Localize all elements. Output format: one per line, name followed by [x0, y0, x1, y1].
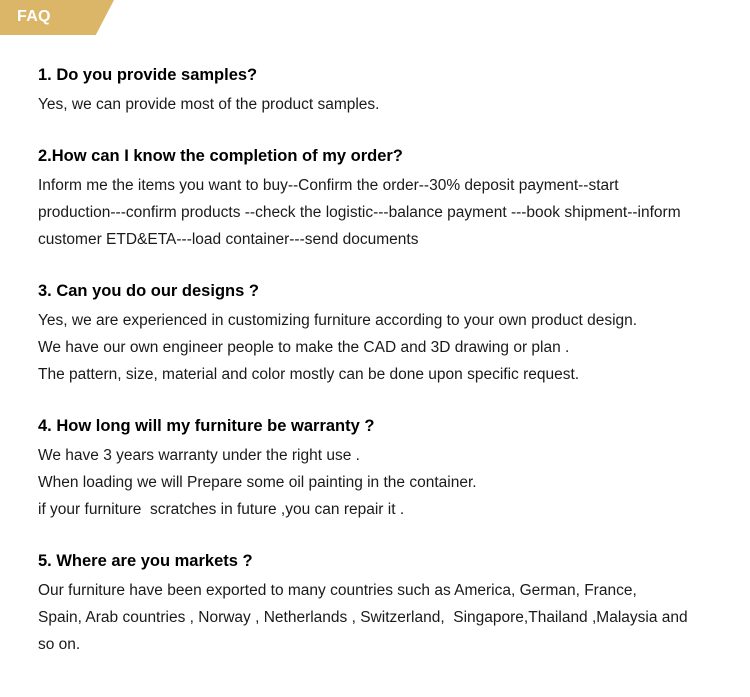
faq-answer-line: production---confirm products --check the logistic---balance payment ---book shipment--inform	[38, 204, 681, 221]
faq-item-warranty	[38, 415, 728, 523]
faq-question: 4. How long will my furniture be warranty ?	[38, 417, 375, 435]
faq-question: 2.How can I know the completion of my order?	[38, 147, 403, 165]
faq-item-samples	[38, 64, 728, 118]
faq-question: 3. Can you do our designs ?	[38, 282, 259, 300]
faq-answer-line: We have 3 years warranty under the right use .	[38, 447, 360, 464]
faq-item-order-completion	[38, 145, 728, 253]
faq-answer-line: so on.	[38, 636, 81, 653]
faq-answer-line: When loading we will Prepare some oil painting in the container.	[38, 474, 477, 491]
faq-question: 5. Where are you markets ?	[38, 552, 253, 570]
faq-answer-line: We have our own engineer people to make the CAD and 3D drawing or plan .	[38, 339, 570, 356]
faq-list	[38, 64, 728, 685]
faq-answer-line: if your furniture scratches in future ,you can repair it .	[38, 501, 405, 518]
faq-answer-line: Inform me the items you want to buy--Confirm the order--30% deposit payment--start	[38, 177, 619, 194]
faq-answer-line: Yes, we are experienced in customizing furniture according to your own product design.	[38, 312, 638, 329]
faq-answer-line: Spain, Arab countries , Norway , Netherlands , Switzerland, Singapore,Thailand ,Malaysia and	[38, 609, 688, 626]
faq-answer-line: customer ETD&ETA---load container---send documents	[38, 231, 419, 248]
faq-question: 1. Do you provide samples?	[38, 66, 258, 84]
faq-answer-line: The pattern, size, material and color mostly can be done upon specific request.	[38, 366, 580, 383]
faq-answer-line: Our furniture have been exported to many countries such as America, German, France,	[38, 582, 637, 599]
faq-answer-line: Yes, we can provide most of the product samples.	[38, 96, 380, 113]
faq-item-designs	[38, 280, 728, 388]
faq-header-label: FAQ	[17, 8, 51, 25]
faq-item-markets	[38, 550, 728, 658]
